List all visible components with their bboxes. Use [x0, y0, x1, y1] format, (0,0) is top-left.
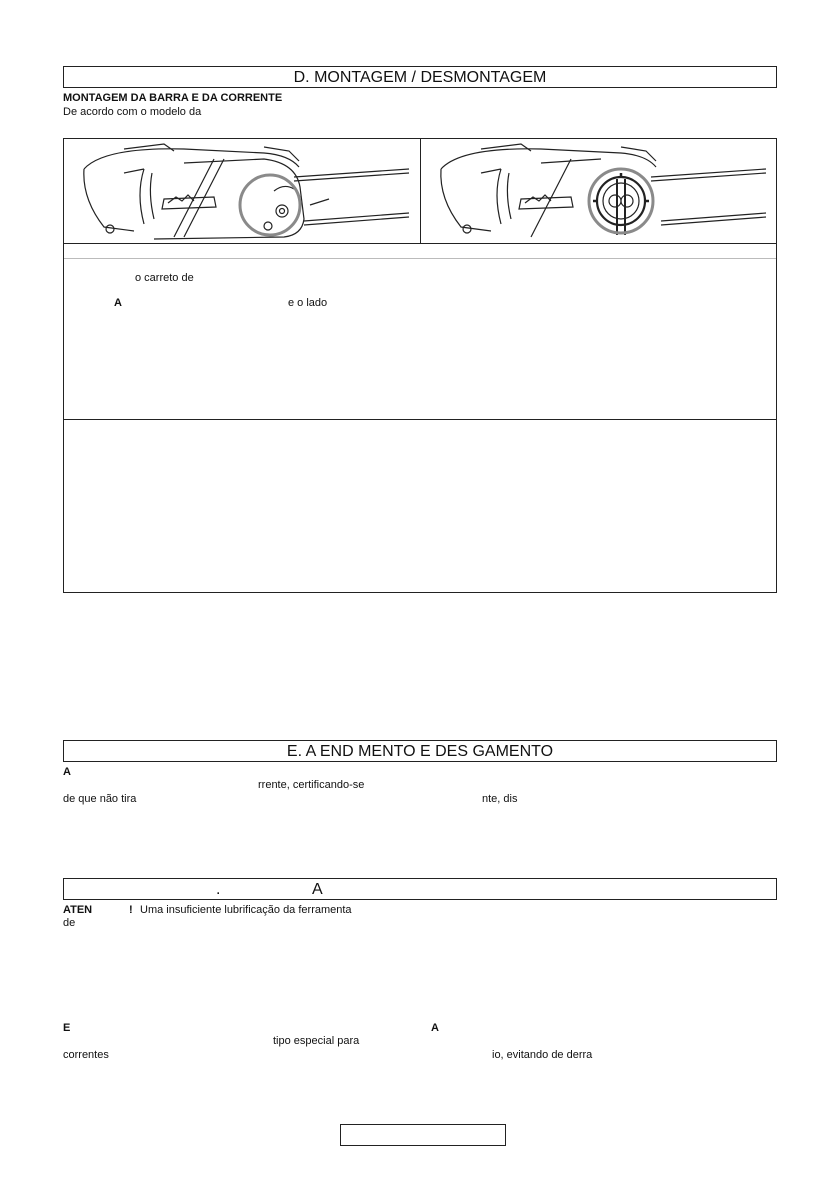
warning-continuation: de — [63, 917, 76, 929]
figure-text-line2-a: A — [114, 297, 122, 309]
figure-text-line2-b: e o lado — [288, 297, 328, 309]
instructions-panel-2 — [63, 419, 777, 593]
warning-exclamation: ! — [129, 904, 133, 916]
section-e-p1-b: rrente, certificando-se — [258, 779, 365, 791]
section-e-title: E. A END MENTO E DES GAMENTO — [63, 740, 777, 762]
section-f-p2-d: correntes — [63, 1049, 109, 1061]
highlight-circle — [240, 175, 300, 235]
section-d-intro: De acordo com o modelo da — [63, 106, 202, 118]
instructions-panel-1 — [63, 243, 777, 420]
chainsaw-side-view-icon — [64, 139, 420, 243]
section-f-p2-c: tipo especial para — [273, 1035, 360, 1047]
panel-rule — [64, 258, 776, 259]
section-f-title: . A — [63, 878, 777, 900]
section-e-p1-a: A — [63, 766, 71, 778]
page-number-box — [340, 1124, 506, 1146]
warning-label: ATEN — [63, 904, 93, 916]
section-d-title: D. MONTAGEM / DESMONTAGEM — [63, 66, 777, 88]
section-e-p1-d: nte, dis — [482, 793, 518, 805]
figure-panel — [63, 138, 777, 244]
section-f-p2-b: A — [431, 1022, 439, 1034]
section-d-subheading: MONTAGEM DA BARRA E DA CORRENTE — [63, 92, 283, 104]
figure-text-line1: o carreto de — [135, 272, 194, 284]
warning-text: Uma insuficiente lubrificação da ferramenta — [140, 904, 352, 916]
section-f-p2-e: io, evitando de derra — [492, 1049, 593, 1061]
section-f-p2-a: E — [63, 1022, 71, 1034]
chainsaw-sprocket-detail-icon — [421, 139, 777, 243]
section-e-p1-c: de que não tira — [63, 793, 137, 805]
